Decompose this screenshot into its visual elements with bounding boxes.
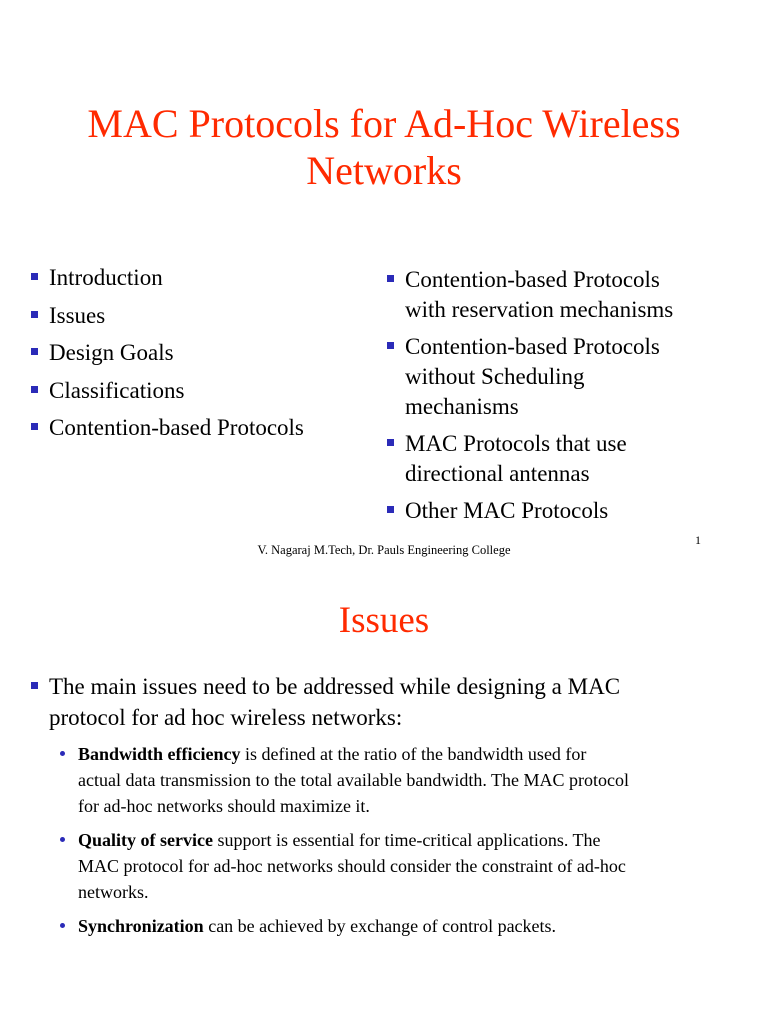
- list-item: [387, 496, 727, 526]
- list-item-label: Classifications: [49, 377, 185, 403]
- list-item-label: Issues: [49, 302, 106, 328]
- issue-term: Quality of service: [78, 830, 213, 850]
- issue-text-line: MAC protocol for ad-hoc networks should consider the constraint of ad-hoc: [78, 856, 626, 876]
- list-item: [31, 301, 361, 331]
- slide-footer: V. Nagaraj M.Tech, Dr. Pauls Engineering College: [257, 543, 511, 557]
- list-item: [31, 671, 736, 939]
- list-item-line: Other MAC Protocols: [405, 498, 609, 523]
- list-item: [31, 376, 361, 406]
- round-bullet-icon: [60, 923, 65, 928]
- square-bullet-icon: [387, 506, 394, 513]
- list-item: [387, 332, 727, 422]
- list-item: [31, 263, 361, 293]
- sub-list-item: [49, 913, 736, 939]
- issue-text-line: networks.: [78, 882, 149, 902]
- main-point-line: The main issues need to be addressed while designing a MAC: [49, 674, 621, 699]
- issue-text-line: is defined at the ratio of the bandwidth used for: [240, 744, 587, 764]
- issue-text-line: actual data transmission to the total available bandwidth. The MAC protocol: [78, 770, 630, 790]
- issue-text-line: can be achieved by exchange of control packets.: [203, 916, 557, 936]
- slide-2: [0, 576, 768, 1024]
- list-item: [387, 429, 727, 489]
- square-bullet-icon: [31, 682, 38, 689]
- square-bullet-icon: [31, 273, 38, 280]
- list-item-line: Contention-based Protocols: [405, 267, 660, 292]
- slide-2-title: Issues: [338, 600, 430, 641]
- list-item-line: without Scheduling: [405, 364, 585, 389]
- square-bullet-icon: [31, 386, 38, 393]
- list-item-line: MAC Protocols that use: [405, 431, 627, 456]
- list-item-line: with reservation mechanisms: [405, 297, 674, 322]
- square-bullet-icon: [31, 348, 38, 355]
- list-item-line: mechanisms: [405, 394, 519, 419]
- square-bullet-icon: [31, 311, 38, 318]
- square-bullet-icon: [387, 275, 394, 282]
- list-item-line: directional antennas: [405, 461, 590, 486]
- square-bullet-icon: [31, 423, 38, 430]
- topics-left-list: [31, 263, 361, 451]
- issue-text-line: support is essential for time-critical applications. The: [212, 830, 601, 850]
- sub-list-item: [49, 827, 736, 905]
- issues-list: [31, 671, 736, 947]
- main-point-line: protocol for ad hoc wireless networks:: [49, 705, 403, 730]
- slide-1-title-line-1: MAC Protocols for Ad-Hoc Wireless: [87, 101, 681, 146]
- list-item-label: Introduction: [49, 265, 163, 290]
- issue-term: Bandwidth efficiency: [78, 744, 241, 764]
- square-bullet-icon: [387, 439, 394, 446]
- round-bullet-icon: [60, 751, 65, 756]
- page-number: 1: [695, 533, 701, 547]
- list-item: [31, 338, 361, 368]
- sub-list-item: [49, 741, 736, 819]
- square-bullet-icon: [387, 342, 394, 349]
- round-bullet-icon: [60, 837, 65, 842]
- list-item-label: Design Goals: [49, 340, 174, 365]
- issue-term: Synchronization: [78, 916, 204, 936]
- issues-sub-list: [49, 741, 736, 939]
- slide-1-title: [0, 100, 768, 194]
- topics-right-list: [387, 265, 727, 533]
- issue-text-line: for ad-hoc networks should maximize it.: [78, 796, 370, 816]
- list-item-line: Contention-based Protocols: [405, 334, 660, 359]
- list-item: [31, 413, 361, 443]
- slide-1-title-line-2: Networks: [306, 148, 462, 193]
- list-item: [387, 265, 727, 325]
- list-item-label: Contention-based Protocols: [49, 415, 304, 440]
